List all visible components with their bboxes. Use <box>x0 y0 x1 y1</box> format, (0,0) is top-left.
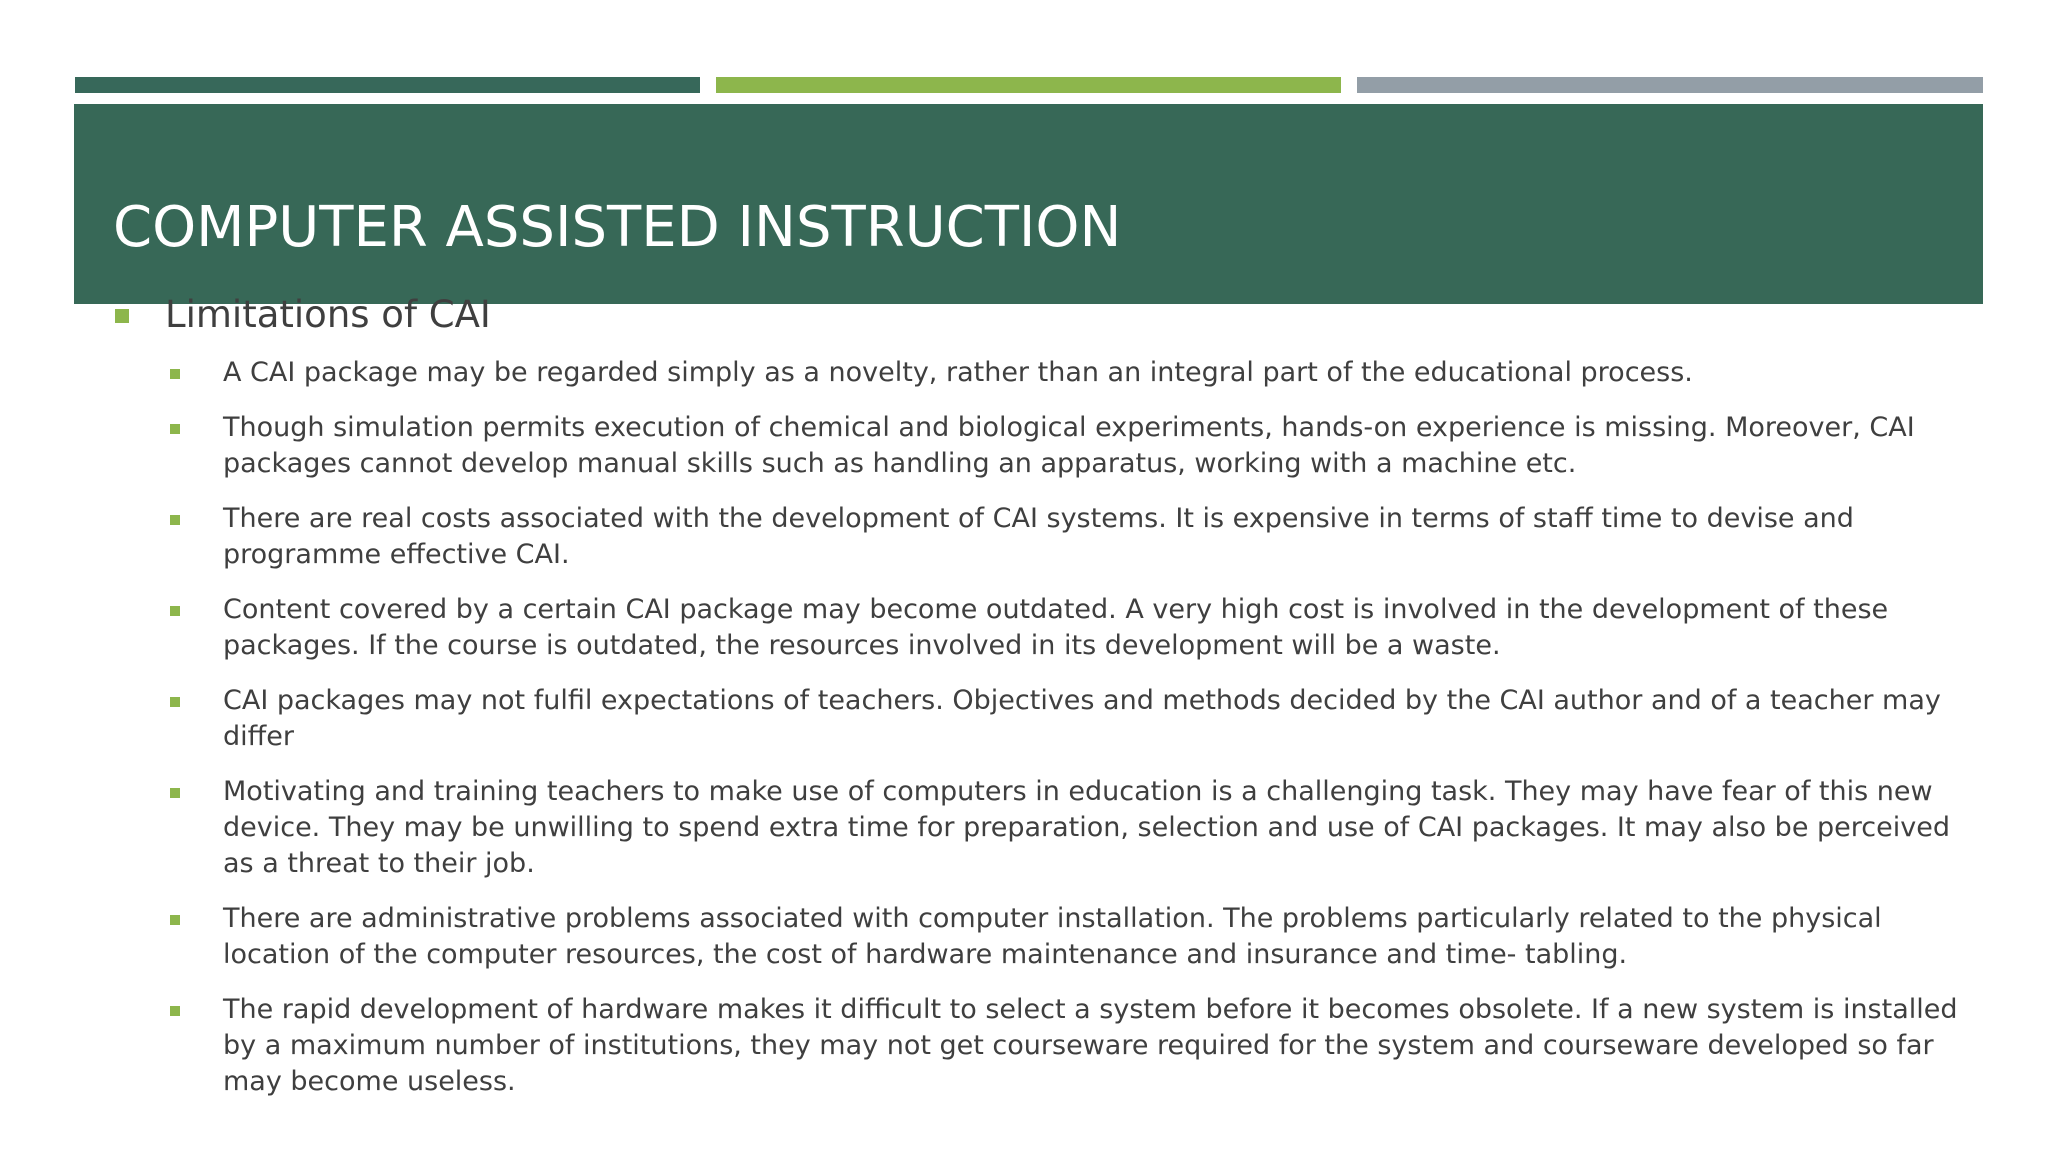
accent-bar-dark-green <box>75 77 700 93</box>
square-bullet-icon <box>170 515 180 525</box>
list-item-text: A CAI package may be regarded simply as a novelty, rather than an integral part of the educational process. <box>223 357 1693 388</box>
list-item-text: Though simulation permits execution of chemical and biological experiments, hands-on experience is missing. Moreover, CAI packages cannot develop manual skills such as handling an apparatus, working with a machine etc. <box>223 412 1915 479</box>
list-item-text: The rapid development of hardware makes it difficult to select a system before it becomes obsolete. If a new system is installed by a maximum number of institutions, they may not get courseware required for the system and courseware developed so far may become useless. <box>223 994 1958 1097</box>
section-heading: Limitations of CAI <box>165 293 491 336</box>
list-item <box>170 683 1970 755</box>
list-item-text: Content covered by a certain CAI package may become outdated. A very high cost is involved in the development of these packages. If the course is outdated, the resources involved in its development will be a waste. <box>223 594 1889 661</box>
list-item <box>170 774 1970 882</box>
square-bullet-icon <box>170 915 180 925</box>
square-bullet-icon <box>170 369 180 379</box>
limitations-list <box>115 355 1975 1100</box>
list-item-text: There are administrative problems associated with computer installation. The problems particularly related to the physical location of the computer resources, the cost of hardware maintenance and insurance and time- tabling. <box>223 903 1882 970</box>
list-item-text: There are real costs associated with the development of CAI systems. It is expensive in terms of staff time to devise and programme effective CAI. <box>223 503 1854 570</box>
square-bullet-icon <box>170 424 180 434</box>
square-bullet-icon <box>170 606 180 616</box>
list-item <box>170 992 1970 1100</box>
square-bullet-icon <box>170 1006 180 1016</box>
list-item-text: Motivating and training teachers to make use of computers in education is a challenging task. They may have fear of this new device. They may be unwilling to spend extra time for preparation, selection and use of CAI packages. It may also be perceived as a threat to their job. <box>223 776 1950 879</box>
list-item <box>170 410 1970 482</box>
square-bullet-icon <box>170 697 180 707</box>
square-bullet-icon <box>115 309 129 323</box>
slide-title: COMPUTER ASSISTED INSTRUCTION <box>113 195 1122 260</box>
list-item <box>170 501 1970 573</box>
accent-bar-light-green <box>716 77 1341 93</box>
list-item <box>170 355 1970 391</box>
accent-bar-gray <box>1357 77 1983 93</box>
list-item-text: CAI packages may not fulfil expectations of teachers. Objectives and methods decided by the CAI author and of a teacher may differ <box>223 685 1941 752</box>
heading-bullet <box>115 290 1975 338</box>
square-bullet-icon <box>170 788 180 798</box>
list-item <box>170 901 1970 973</box>
slide-content <box>115 290 1975 1119</box>
list-item <box>170 592 1970 664</box>
